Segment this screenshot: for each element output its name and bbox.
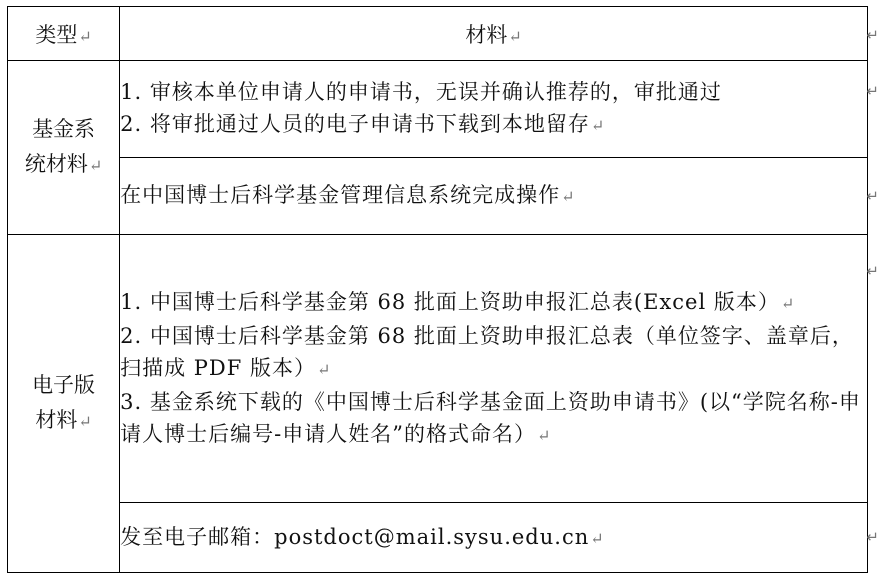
row-end-mark: ↵ [866,262,879,280]
type-label-line: 材料↵ [35,408,92,432]
return-mark: ↵ [508,26,522,46]
row-end-mark: ↵ [866,528,879,546]
table-row [8,503,868,573]
note-cell [120,503,868,573]
header-materials-cell [120,7,868,61]
note-cell [120,158,868,235]
row-end-mark: ↵ [866,82,879,100]
materials-table [7,6,868,573]
header-type-cell [8,7,120,61]
row-end-mark: ↵ [866,26,879,44]
table-row [8,235,868,503]
type-label-line: 基金系 [32,117,96,141]
material-item: 3. 基金系统下载的《中国博士后科学基金面上资助申请书》(以“学院名称-申请人博士后编号-申请人姓名”的格式命名）↵ [120,389,861,446]
return-mark: ↵ [78,26,92,46]
materials-cell [120,235,868,503]
material-note: 在中国博士后科学基金管理信息系统完成操作↵ [120,183,576,207]
material-item: 1. 中国博士后科学基金第 68 批面上资助申报汇总表(Excel 版本）↵ [120,289,796,314]
type-label-line: 统材料↵ [24,152,103,176]
type-label-line: 电子版 [32,373,96,397]
material-item: 2. 将审批通过人员的电子申请书下载到本地留存↵ [120,112,606,136]
type-cell-system [8,61,120,235]
table-row [8,158,868,235]
material-note: 发至电子邮箱：postdoct@mail.sysu.edu.cn↵ [120,524,605,549]
row-end-mark: ↵ [866,187,879,205]
material-item: 2. 中国博士后科学基金第 68 批面上资助申报汇总表（单位签字、盖章后，扫描成 PDF 版本）↵ [120,323,854,380]
table-header-row [8,7,868,61]
material-item: 1. 审核本单位申请人的申请书，无误并确认推荐的，审批通过 [120,80,722,104]
header-type-label: 类型 [35,22,78,47]
header-materials-label: 材料 [465,22,508,47]
type-cell-electronic [8,235,120,573]
table-row [8,61,868,158]
materials-cell [120,61,868,158]
